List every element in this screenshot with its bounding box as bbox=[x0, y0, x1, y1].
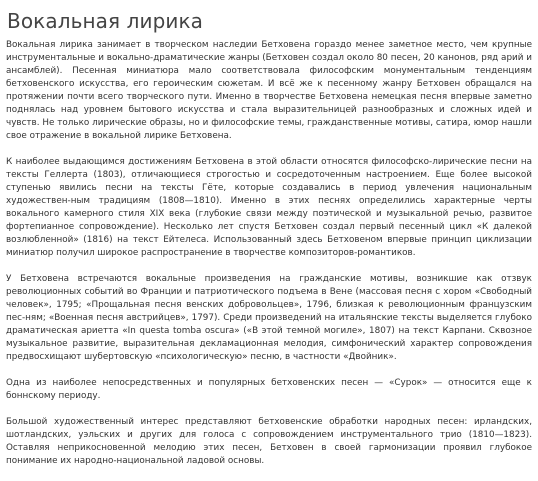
article-paragraph-3: У Бетховена встречаются вокальные произведения на гражданские мотивы, возникшие как отзвук революционных событий во Франции и патриотического подъема в Вене (массовая песня с хором «Свободный человек», 1795; «Прощальная песня венских добровольцев», 1796, близкая к революционным французским пес-ням; «Военная песня австрийцев», 1797). Среди произведений на итальянские тексты выделяется глубоко драматическая ариетта «In questa tomba oscura» («В этой темной могиле», 1807) на текст Карпани. Сквозное музыкальное развитие, выразительная декламационная мелодия, симфонический характер сопровождения предвосхищают шубертовскую «психологическую» песню, в частности «Двойник». bbox=[6, 274, 532, 362]
article bbox=[6, 0, 532, 481]
article-title: Вокальная лирика bbox=[7, 9, 203, 33]
article-paragraph-1: Вокальная лирика занимает в творческом наследии Бетховена гораздо менее заметное место, чем крупные инструментальные и вокально-драматические жанры (Бетховен создал около 80 песен, 20 канонов, ряд арий и ансамблей). Песенная миниатюра мало соответствовала философским монументальным тенденциям бетховенского искусства, его героическим сюжетам. И всё же к песенному жанру Бетховен обращался на протяжении почти всего творческого пути. Именно в творчестве Бетховена немецкая песня впервые заметно поднялась над уровнем бытового искусства и стала выразительницей разнообразных и сложных идей и чувств. Не только лирические образы, но и философские темы, гражданственные мотивы, сатира, юмор нашли свое отражение в вокальной лирике Бетховена. bbox=[6, 40, 532, 141]
article-paragraph-4: Одна из наиболее непосредственных и популярных бетховенских песен — «Сурок» — относится еще к боннскому периоду. bbox=[6, 378, 532, 401]
article-paragraph-2: К наиболее выдающимся достижениям Бетховена в этой области относятся философско-лирические песни на тексты Геллерта (1803), отличающиеся строгостью и сосредоточенным настроением. Еще более высокой ступенью явились песни на тексты Гёте, которые создавались в период увлечения национальным художествен-ным традициям (1808—1810). Именно в этих песнях определились характерные черты вокального камерного стиля XIX века (глубокие связи между поэтической и музыкальной речью, развитое фортепианное сопровождение). Несколько лет спустя Бетховен создал первый песенный цикл «К далекой возлюбленной» (1816) на текст Ейтелеса. Использованный здесь Бетховеном впервые принцип циклизации миниатюр получил широкое распространение в творчестве композиторов-романтиков. bbox=[6, 157, 532, 258]
article-paragraph-5: Большой художественный интерес представляют бетховенские обработки народных песен: ирландских, шотландских, уэльских и других для голоса с сопровождением инструментального трио (1810—1823). Оставляя неприкосновенной мелодию этих песен, Бетховен в своей гармонизации проявил глубокое понимание их народно-национальной ладовой основы. bbox=[6, 417, 532, 466]
